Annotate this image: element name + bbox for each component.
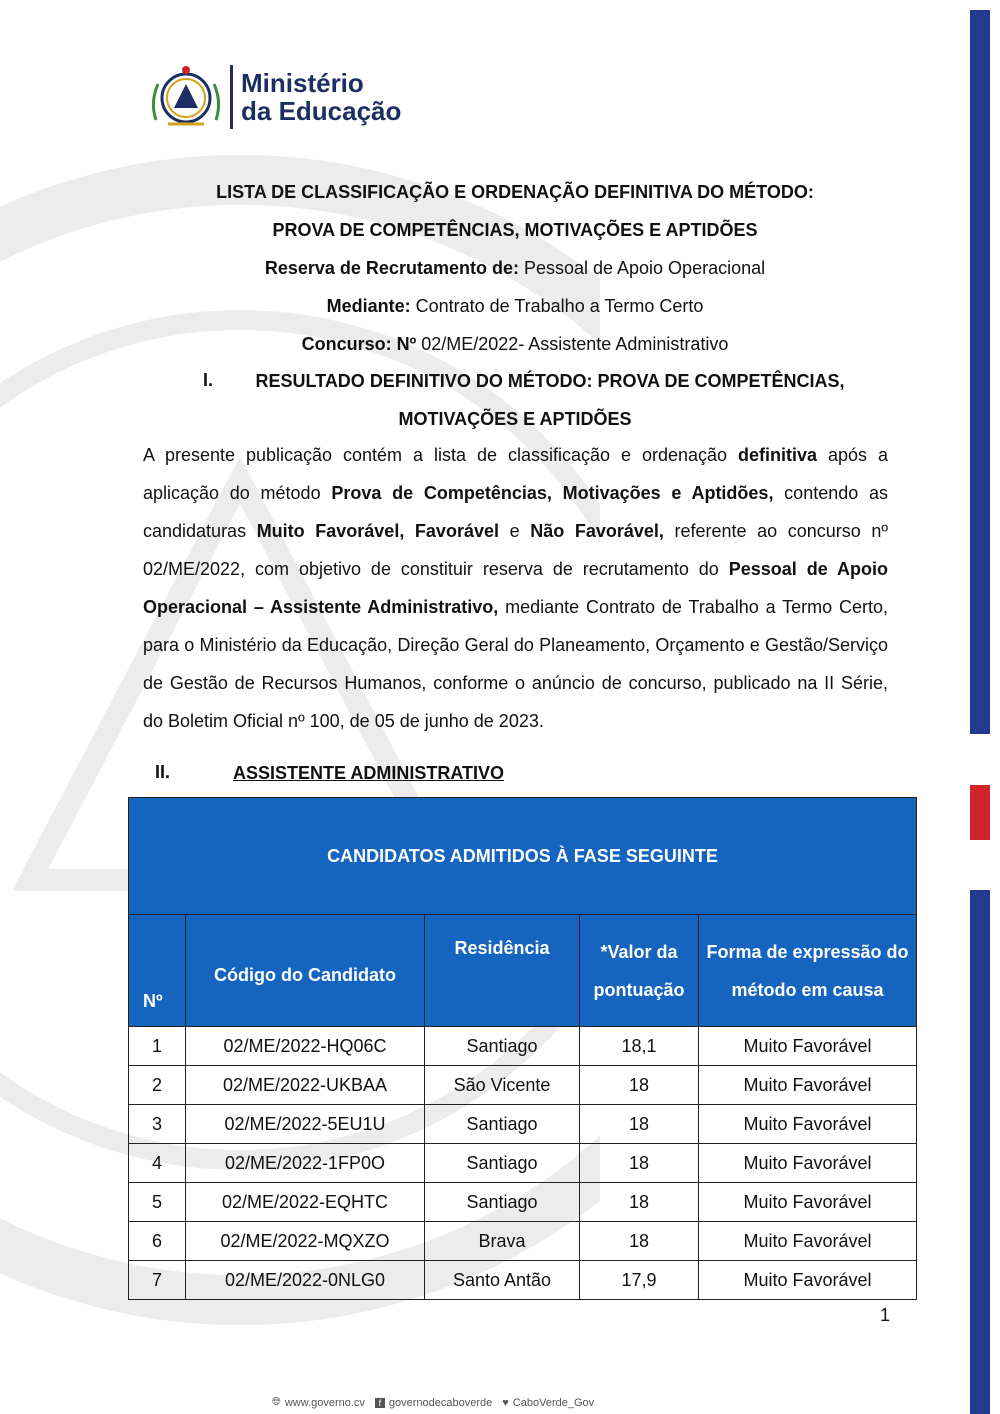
- reserva-line: [140, 249, 890, 287]
- cell-residence: Brava: [425, 1222, 580, 1261]
- para-text-2: após a aplicação do método: [143, 445, 888, 503]
- cell-number: 7: [129, 1261, 186, 1300]
- para-bold-4: Não Favorável,: [530, 521, 664, 541]
- table-row: [129, 1066, 917, 1105]
- title-line-1: LISTA DE CLASSIFICAÇÃO E ORDENAÇÃO DEFINITIVA DO MÉTODO:: [216, 182, 814, 202]
- para-bold-3: Muito Favorável, Favorável: [256, 521, 499, 541]
- cell-number: 5: [129, 1183, 186, 1222]
- cell-residence: Santo Antão: [425, 1261, 580, 1300]
- intro-paragraph: [143, 436, 888, 740]
- cell-code: 02/ME/2022-5EU1U: [186, 1105, 425, 1144]
- cell-number: 1: [129, 1027, 186, 1066]
- section-2-title: ASSISTENTE ADMINISTRATIVO: [233, 763, 505, 783]
- cell-residence: Santiago: [425, 1183, 580, 1222]
- table-row: [129, 1027, 917, 1066]
- document-header: [140, 173, 890, 363]
- reserva-label: Reserva de Recrutamento de:: [264, 258, 519, 278]
- candidates-table: [128, 797, 917, 1300]
- reserva-value: Pessoal de Apoio Operacional: [518, 258, 766, 278]
- cell-code: 02/ME/2022-0NLG0: [186, 1261, 425, 1300]
- footer-twitter[interactable]: CaboVerde_Gov: [512, 1396, 595, 1409]
- coat-of-arms-icon: [148, 62, 224, 132]
- mediante-value: Contrato de Trabalho a Termo Certo: [410, 296, 704, 316]
- cell-residence: Santiago: [425, 1105, 580, 1144]
- page-number: 1: [880, 1305, 891, 1325]
- cell-number: 2: [129, 1066, 186, 1105]
- cell-number: 3: [129, 1105, 186, 1144]
- header-form: Forma de expressão do método em causa: [699, 915, 917, 1027]
- cell-score: 18: [580, 1183, 699, 1222]
- ministry-logo: [148, 62, 401, 132]
- cell-code: 02/ME/2022-UKBAA: [186, 1066, 425, 1105]
- table-row: [129, 1261, 917, 1300]
- cell-form: Muito Favorável: [699, 1027, 917, 1066]
- para-text-4: e: [498, 521, 531, 541]
- header-number: Nº: [129, 915, 186, 1027]
- para-text-1: A presente publicação contém a lista de classificação e ordenação: [143, 445, 738, 465]
- cell-score: 18: [580, 1222, 699, 1261]
- cell-form: Muito Favorável: [699, 1105, 917, 1144]
- cell-residence: Santiago: [425, 1027, 580, 1066]
- concurso-value: 02/ME/2022- Assistente Administrativo: [416, 334, 729, 354]
- cell-residence: Santiago: [425, 1144, 580, 1183]
- table-row: [129, 1105, 917, 1144]
- cell-residence: São Vicente: [425, 1066, 580, 1105]
- cell-score: 18: [580, 1066, 699, 1105]
- concurso-line: [140, 325, 890, 363]
- concurso-label: Concurso: Nº: [301, 334, 417, 354]
- cell-form: Muito Favorável: [699, 1144, 917, 1183]
- section-2-number: II.: [155, 762, 171, 782]
- edge-bar-red: [970, 785, 990, 840]
- cell-form: Muito Favorável: [699, 1066, 917, 1105]
- cell-score: 17,9: [580, 1261, 699, 1300]
- header-score: *Valor da pontuação: [580, 915, 699, 1027]
- globe-icon: 🌐︎: [272, 1396, 281, 1408]
- facebook-icon: f: [375, 1398, 385, 1408]
- cell-form: Muito Favorável: [699, 1222, 917, 1261]
- cell-number: 4: [129, 1144, 186, 1183]
- cell-number: 6: [129, 1222, 186, 1261]
- title-line-2: PROVA DE COMPETÊNCIAS, MOTIVAÇÕES E APTIDÕES: [272, 220, 758, 240]
- mediante-label: Mediante:: [326, 296, 411, 316]
- ministry-name: [241, 69, 401, 125]
- cell-score: 18: [580, 1144, 699, 1183]
- section-1-title-line-1: RESULTADO DEFINITIVO DO MÉTODO: PROVA DE COMPETÊNCIAS,: [255, 371, 845, 391]
- table-row: [129, 1144, 917, 1183]
- header-residence: Residência: [425, 915, 580, 1027]
- footer-website[interactable]: www.governo.cv: [284, 1396, 365, 1409]
- section-1-title: [140, 362, 890, 438]
- table-row: [129, 1183, 917, 1222]
- cell-code: 02/ME/2022-1FP0O: [186, 1144, 425, 1183]
- twitter-icon: ♥: [502, 1396, 509, 1409]
- edge-bar-blue-bottom: [970, 890, 990, 1414]
- para-text-3: contendo as candidaturas: [143, 483, 888, 541]
- para-text-5: referente ao concurso nº 02/ME/2022, com objetivo de constituir reserva de recrutamento do: [143, 521, 889, 579]
- footer: [272, 1396, 594, 1409]
- para-text-6: mediante Contrato de Trabalho a Termo Certo, para o Ministério da Educação, Direção Geral do Planeamento, Orçamento e Gestão/Serviço de Gestão de Recursos Humanos, conforme o anúncio de concurso, publicado na II Série, do Boletim Oficial nº 100, de 05 de junho de 2023.: [143, 597, 888, 731]
- footer-facebook[interactable]: governodecaboverde: [388, 1396, 493, 1409]
- para-bold-2: Prova de Competências, Motivações e Aptidões,: [331, 483, 774, 503]
- header-code: Código do Candidato: [186, 915, 425, 1027]
- section-1-title-line-2: MOTIVAÇÕES E APTIDÕES: [398, 409, 632, 429]
- table-banner: CANDIDATOS ADMITIDOS À FASE SEGUINTE: [129, 798, 917, 915]
- cell-form: Muito Favorável: [699, 1183, 917, 1222]
- section-1-number: I.: [203, 370, 214, 390]
- cell-form: Muito Favorável: [699, 1261, 917, 1300]
- logo-line-1: Ministério: [241, 68, 364, 98]
- logo-divider: [230, 65, 233, 129]
- table-row: [129, 1222, 917, 1261]
- para-bold-5: Pessoal de Apoio Operacional – Assistente Administrativo,: [143, 559, 888, 617]
- cell-code: 02/ME/2022-MQXZO: [186, 1222, 425, 1261]
- cell-code: 02/ME/2022-HQ06C: [186, 1027, 425, 1066]
- logo-line-2: da Educação: [241, 96, 402, 126]
- para-bold-1: definitiva: [738, 445, 818, 465]
- mediante-line: [140, 287, 890, 325]
- cell-score: 18,1: [580, 1027, 699, 1066]
- cell-code: 02/ME/2022-EQHTC: [186, 1183, 425, 1222]
- cell-score: 18: [580, 1105, 699, 1144]
- edge-bar-blue-top: [970, 10, 990, 734]
- table-header-row: [129, 915, 917, 1027]
